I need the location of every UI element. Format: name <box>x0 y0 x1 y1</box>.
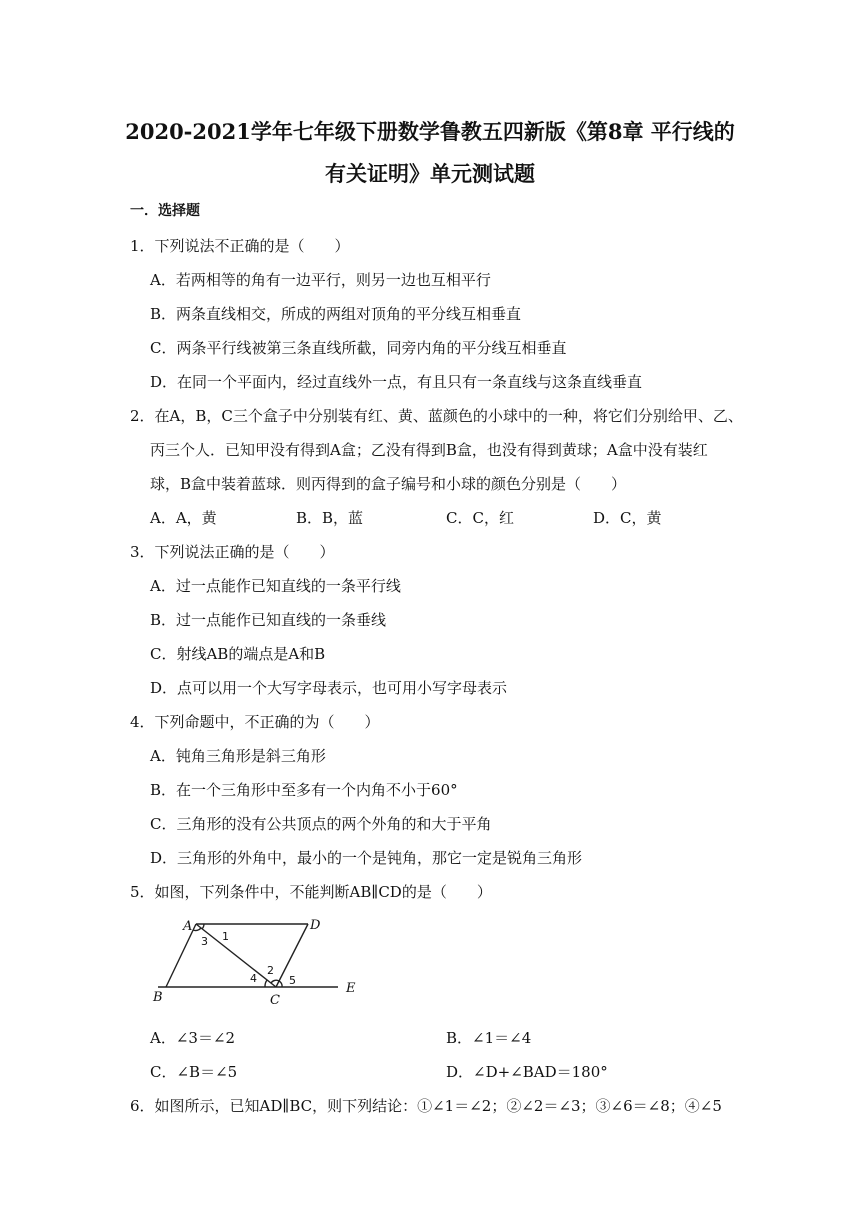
question-5-stem: 5．如图，下列条件中，不能判断AB∥CD的是（ ） <box>130 883 492 901</box>
question-2-option-d: D．C，黄 <box>593 509 662 527</box>
segment-ac <box>196 924 276 987</box>
label-angle-1: 1 <box>222 930 229 943</box>
question-5-option-a: A．∠3＝∠2 <box>150 1029 236 1047</box>
label-point-d: D <box>310 918 321 933</box>
question-1-option-d: D．在同一个平面内，经过直线外一点，有且只有一条直线与这条直线垂直 <box>150 373 643 391</box>
label-angle-4: 4 <box>250 972 257 985</box>
question-3-option-a: A．过一点能作已知直线的一条平行线 <box>150 577 401 595</box>
question-4-option-b: B．在一个三角形中至多有一个内角不小于60° <box>150 781 458 799</box>
label-point-a: A <box>183 919 193 934</box>
question-3-stem: 3．下列说法正确的是（ ） <box>130 543 335 561</box>
question-4-option-d: D．三角形的外角中，最小的一个是钝角，那它一定是锐角三角形 <box>150 849 583 867</box>
angle-5-arc <box>279 981 282 987</box>
question-1-option-c: C．两条平行线被第三条直线所截，同旁内角的平分线互相垂直 <box>150 339 567 357</box>
question-1-stem: 1．下列说法不正确的是（ ） <box>130 237 350 255</box>
question-2-line3: 球，B盒中装着蓝球．则丙得到的盒子编号和小球的颜色分别是（ ） <box>150 475 627 493</box>
question-3-option-b: B．过一点能作已知直线的一条垂线 <box>150 611 387 629</box>
question-3-option-d: D．点可以用一个大写字母表示，也可用小写字母表示 <box>150 679 508 697</box>
question-2-option-b: B．B，蓝 <box>296 509 364 527</box>
label-angle-2: 2 <box>267 964 274 977</box>
section-heading: 一．选择题 <box>130 203 200 219</box>
question-2-line2: 丙三个人．已知甲没有得到A盒；乙没有得到B盒，也没有得到黄球；A盒中没有装红 <box>150 441 708 459</box>
question-4-option-a: A．钝角三角形是斜三角形 <box>150 747 326 765</box>
question-2-option-a: A．A，黄 <box>150 509 217 527</box>
question-2-line1: 2．在A，B，C三个盒子中分别装有红、黄、蓝颜色的小球中的一种，将它们分别给甲、乙、 <box>130 407 743 425</box>
label-point-e: E <box>346 981 356 996</box>
document-title-line1: 2020-2021学年七年级下册数学鲁教五四新版《第8章 平行线的 <box>125 119 735 144</box>
question-5-option-c: C．∠B＝∠5 <box>150 1063 238 1081</box>
document-title-line2: 有关证明》单元测试题 <box>325 161 535 186</box>
question-1-option-b: B．两条直线相交，所成的两组对顶角的平分线互相垂直 <box>150 305 522 323</box>
label-point-b: B <box>153 990 163 1005</box>
question-4-option-c: C．三角形的没有公共顶点的两个外角的和大于平角 <box>150 815 492 833</box>
label-point-c: C <box>270 993 280 1007</box>
question-5-option-b: B．∠1＝∠4 <box>446 1029 532 1047</box>
label-angle-3: 3 <box>201 935 208 948</box>
angle-1-arc <box>202 924 204 929</box>
question-1-option-a: A．若两相等的角有一边平行，则另一边也互相平行 <box>150 271 491 289</box>
question-4-stem: 4．下列命题中，不正确的为（ ） <box>130 713 380 731</box>
angle-4-arc <box>265 980 267 987</box>
question-2-option-c: C．C，红 <box>446 509 514 527</box>
parallelogram-figure <box>148 912 363 1007</box>
question-5-option-d: D．∠D+∠BAD＝180° <box>446 1063 608 1081</box>
question-3-option-c: C．射线AB的端点是A和B <box>150 645 326 663</box>
question-6-stem: 6．如图所示，已知AD∥BC，则下列结论：①∠1＝∠2；②∠2＝∠3；③∠6＝∠8；④∠5 <box>130 1097 722 1115</box>
label-angle-5: 5 <box>289 974 296 987</box>
